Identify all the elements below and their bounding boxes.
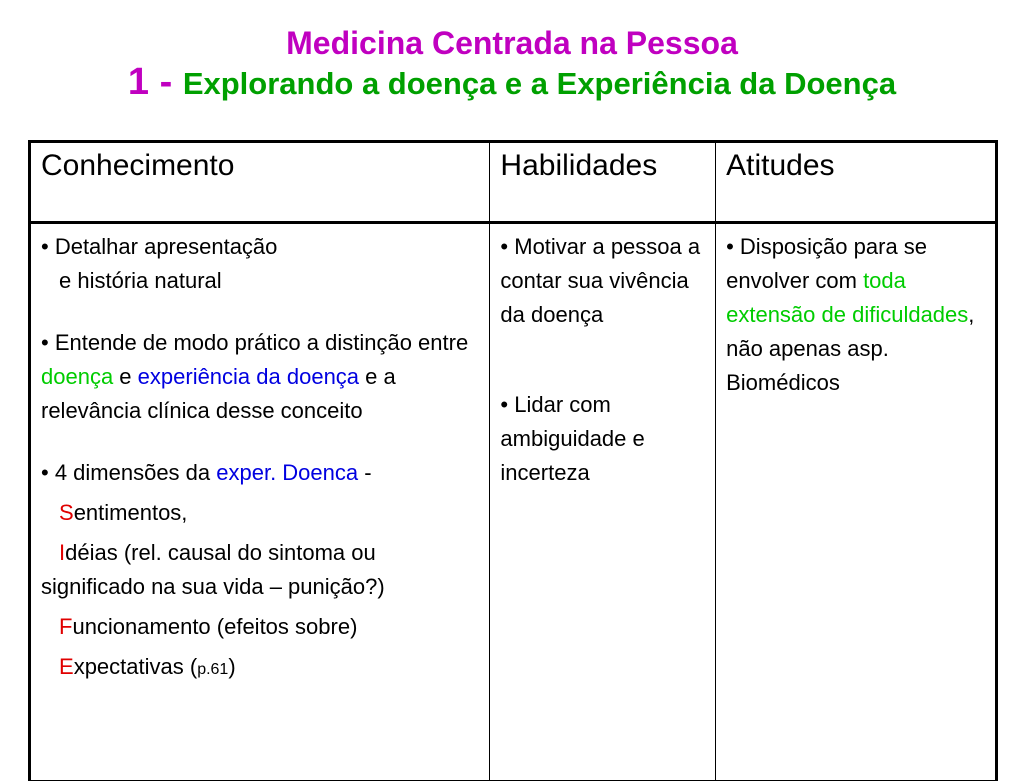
term-toda-extensao: toda extensão de dificuldades: [726, 268, 969, 327]
page-ref: p.61: [197, 661, 229, 678]
term-doenca: doença: [41, 364, 114, 389]
header-habilidades: Habilidades: [490, 142, 716, 223]
conhecimento-item-1b: e história natural: [59, 268, 222, 293]
title-subtitle: Explorando a doença e a Experiência da Doença: [182, 66, 897, 101]
header-row: [30, 142, 997, 223]
content-table: [28, 140, 998, 781]
dimension-funcionamento: Funcionamento (efeitos sobre): [59, 614, 358, 639]
conhecimento-item-3: • 4 dimensões da exper. Doenca -: [41, 460, 372, 485]
title-main: Medicina Centrada na Pessoa: [286, 25, 738, 61]
cell-atitudes: [716, 223, 997, 781]
cell-conhecimento: [30, 223, 490, 781]
habilidades-item-1: • Motivar a pessoa a contar sua vivência da doença: [500, 234, 701, 327]
title-subtitle-line: [0, 62, 1024, 104]
dimension-ideias: Idéias (rel. causal do sintoma ou significado na sua vida – punição?): [41, 540, 385, 599]
header-conhecimento: Conhecimento: [30, 142, 490, 223]
slide-title: [0, 24, 1024, 104]
habilidades-item-2: • Lidar com ambiguidade e incerteza: [500, 392, 645, 485]
conhecimento-item-2: • Entende de modo prático a distinção entre doença e experiência da doença e a relevância clínica desse conceito: [41, 330, 469, 423]
dimension-sentimentos: Sentimentos,: [59, 500, 188, 525]
atitudes-item-1: • Disposição para se envolver com toda extensão de dificuldades, não apenas asp. Biomédicos: [726, 234, 975, 395]
dimension-expectativas: Expectativas (p.61): [59, 654, 236, 679]
term-experiencia: experiência da doença: [137, 364, 360, 389]
title-number: 1 -: [127, 61, 183, 103]
term-exper-doenca: exper. Doenca: [216, 460, 359, 485]
content-row: [30, 223, 997, 781]
cell-habilidades: [490, 223, 716, 781]
header-atitudes: Atitudes: [716, 142, 997, 223]
conhecimento-item-1: • Detalhar apresentação: [41, 234, 278, 259]
